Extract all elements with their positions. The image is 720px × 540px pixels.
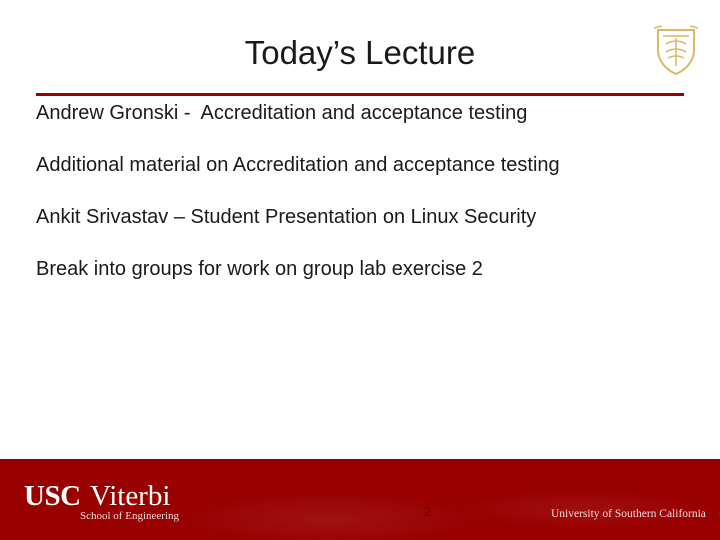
bullet-item: Break into groups for work on group lab exercise 2 bbox=[36, 258, 483, 280]
bullet-item: Additional material on Accreditation and acceptance testing bbox=[36, 154, 560, 176]
school-subtitle: School of Engineering bbox=[80, 510, 179, 522]
bullet-item: Andrew Gronski - Accreditation and acceptance testing bbox=[36, 102, 528, 124]
title-divider bbox=[36, 93, 684, 96]
slide-title: Today’s Lecture bbox=[244, 34, 476, 71]
university-name: University of Southern California bbox=[551, 508, 706, 520]
viterbi-logo: Viterbi bbox=[90, 480, 171, 512]
usc-logo: USC bbox=[24, 480, 81, 512]
page-number: 2 bbox=[424, 504, 432, 519]
usc-seal-icon bbox=[652, 24, 700, 76]
bullet-list bbox=[36, 101, 560, 309]
bullet-item: Ankit Srivastav – Student Presentation on Linux Security bbox=[36, 206, 537, 228]
